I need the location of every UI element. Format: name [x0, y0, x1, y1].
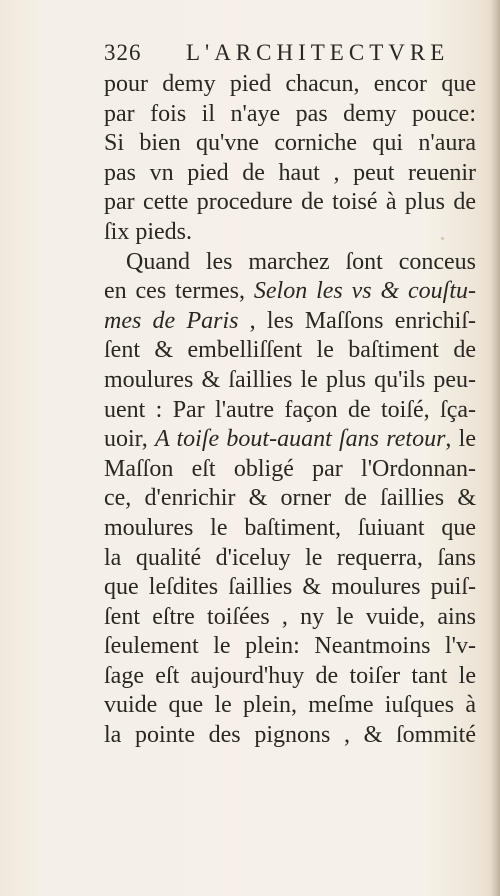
body-text [104, 70, 476, 751]
text-line [104, 188, 476, 218]
text-run: ſent eſtre toiſées , ny le vuide, ains [104, 603, 476, 630]
italic-text: mes de Paris [104, 307, 239, 334]
text-line [104, 425, 476, 455]
text-line [104, 455, 476, 485]
text-run: ſeulement le plein: Neantmoins l'v- [104, 633, 476, 660]
text-line [104, 662, 476, 692]
page-header [104, 40, 474, 70]
text-run: la pointe des pignons , & ſommité [104, 722, 476, 749]
text-run: Si bien qu'vne corniche qui n'aura [104, 130, 476, 157]
text-run: pas vn pied de haut , peut reuenir [104, 159, 476, 186]
text-run: Quand les marchez ſont conceus [126, 248, 476, 275]
text-line [104, 159, 476, 189]
text-run: la qualité d'iceluy le requerra, ſans [104, 544, 476, 571]
text-line [104, 632, 476, 662]
text-line [104, 544, 476, 574]
page-number: 326 [104, 40, 142, 65]
text-run: ſage eſt aujourd'huy de toiſer tant le [104, 662, 476, 689]
text-line [104, 100, 476, 130]
text-run: moulures le baſtiment, ſuiuant que [104, 514, 476, 541]
text-run: que leſdites ſaillies & moulures puiſ- [104, 574, 476, 601]
text-line [104, 336, 476, 366]
text-run: moulures & ſaillies le plus qu'ils peu- [104, 366, 476, 393]
text-line [104, 721, 476, 751]
text-line [104, 218, 476, 248]
text-run: ſix pieds. [104, 218, 192, 245]
text-line [104, 277, 476, 307]
text-run: ce, d'enrichir & orner de ſaillies & [104, 485, 476, 512]
text-line [104, 484, 476, 514]
text-line [104, 248, 476, 278]
text-line [104, 129, 476, 159]
text-run: pour demy pied chacun, encor que [104, 71, 476, 97]
text-line [104, 691, 476, 721]
text-line [104, 396, 476, 426]
page-edge-shadow [490, 0, 500, 896]
text-run: en ces termes, [104, 278, 254, 305]
text-run: Maſſon eſt obligé par l'Ordonnan- [104, 455, 476, 482]
paper-blemish [441, 237, 444, 240]
text-run: vuide que le plein, meſme iuſques à [104, 692, 476, 719]
text-run: par fois il n'aye pas demy pouce: [104, 100, 476, 127]
text-line [104, 307, 476, 337]
text-run: ſent & embelliſſent le baſtiment de [104, 337, 476, 364]
text-line [104, 70, 476, 100]
text-line [104, 514, 476, 544]
running-head: L'ARCHITECTVRE [186, 40, 450, 65]
text-run: , les Maſſons enrichiſ- [238, 307, 477, 334]
text-line [104, 366, 476, 396]
text-run: uent : Par l'autre façon de toiſé, ſça- [104, 396, 476, 423]
text-line [104, 603, 476, 633]
text-line [104, 573, 476, 603]
text-run: , le [445, 426, 476, 453]
text-run: uoir, [104, 426, 155, 453]
italic-text: Selon les vs & couſtu- [253, 278, 476, 305]
text-run: par cette procedure de toisé à plus de [104, 189, 476, 216]
italic-text: A toiſe bout-auant ſans retour [154, 426, 446, 453]
